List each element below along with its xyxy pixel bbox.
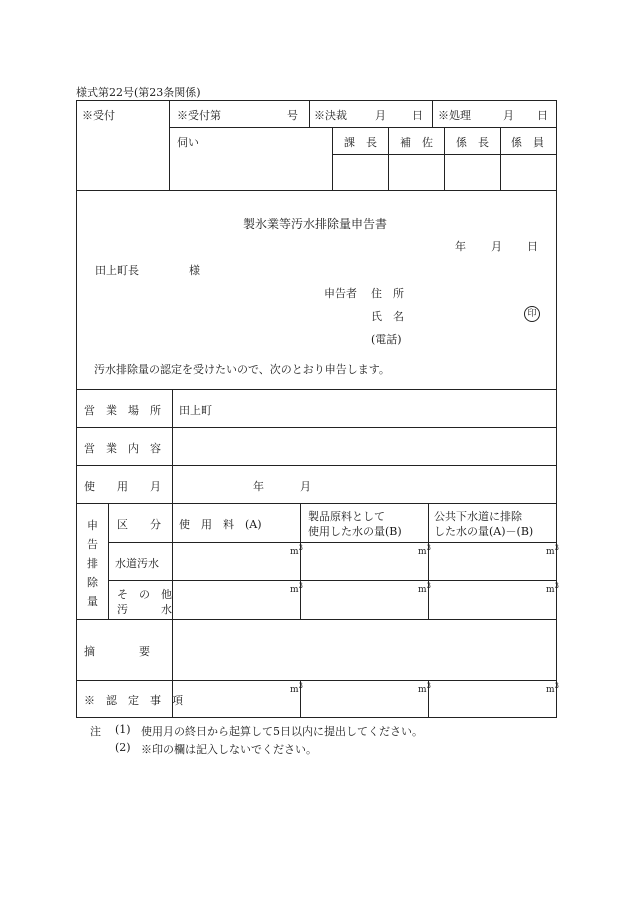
form-number: 様式第22号(第23条関係) [76,86,201,99]
unit-mark: $m^3$ [546,682,560,695]
reception-no-label: ※受付第 [177,109,221,122]
category-label: 区 分 [117,518,161,531]
column-c-header-line1: 公共下水道に排除 [434,510,522,523]
address-label: 住 所 [371,287,404,300]
notes-label: 注 [90,725,101,738]
seal-mark: 印 [524,306,540,322]
note-1-number: (1) [115,723,131,736]
role-unit-chief: 係 長 [456,136,489,149]
role-staff: 係 員 [511,136,544,149]
declarant-label: 申告者 [324,287,357,300]
reception-label: ※受付 [82,109,115,122]
inquiry-label: 伺い [177,136,199,149]
reception-no-suffix: 号 [287,109,298,122]
column-b-header-line2: 使用した水の量(B) [308,525,402,538]
business-content-label: 営 業 内 容 [84,442,161,455]
unit-mark: $m^3$ [290,544,304,557]
note-1-text: 使用月の終日から起算して5日以内に提出してください。 [141,725,423,738]
date-month: 月 [491,240,502,253]
business-location-label: 営 業 場 所 [84,404,161,417]
row-other-label-line1: そ の 他 [117,588,172,601]
unit-mark: $m^3$ [546,544,560,557]
processing-month: 月 [503,109,514,122]
honorific: 様 [189,264,200,277]
name-label: 氏 名 [371,310,404,323]
processing-day: 日 [537,109,548,122]
role-assistant: 補 佐 [400,136,433,149]
document-title: 製氷業等汚水排除量申告書 [242,217,387,231]
column-c-header-line2: した水の量(A)－(B) [434,525,534,538]
usage-year: 年 [253,480,264,493]
note-2-number: (2) [115,741,131,754]
unit-mark: $m^3$ [290,682,304,695]
unit-mark: $m^3$ [546,582,560,595]
addressee: 田上町長 [95,264,139,277]
date-day: 日 [527,240,538,253]
approval-day: 日 [412,109,423,122]
processing-label: ※処理 [438,109,471,122]
summary-label: 摘 要 [84,645,150,658]
unit-mark: $m^3$ [418,582,432,595]
usage-month: 月 [300,480,311,493]
statement-text: 汚水排除量の認定を受けたいので、次のとおり申告します。 [94,363,390,376]
unit-mark: $m^3$ [418,544,432,557]
usage-month-label: 使 用 月 [84,480,161,493]
column-b-header-line1: 製品原料として [308,510,385,523]
approval-month: 月 [375,109,386,122]
row-other-label-line2: 汚 水 [117,603,172,616]
role-section-chief: 課 長 [344,136,377,149]
note-2-text: ※印の欄は記入しないでください。 [141,743,317,756]
date-year: 年 [455,240,466,253]
row-tap-water-label: 水道汚水 [115,557,159,570]
phone-label: (電話) [371,333,402,346]
business-location-value: 田上町 [179,404,212,417]
column-a-header: 使 用 料 (A) [179,518,262,531]
unit-mark: $m^3$ [290,582,304,595]
certified-label: ※ 認 定 事 項 [84,694,183,707]
unit-mark: $m^3$ [418,682,432,695]
approval-label: ※決裁 [314,109,347,122]
